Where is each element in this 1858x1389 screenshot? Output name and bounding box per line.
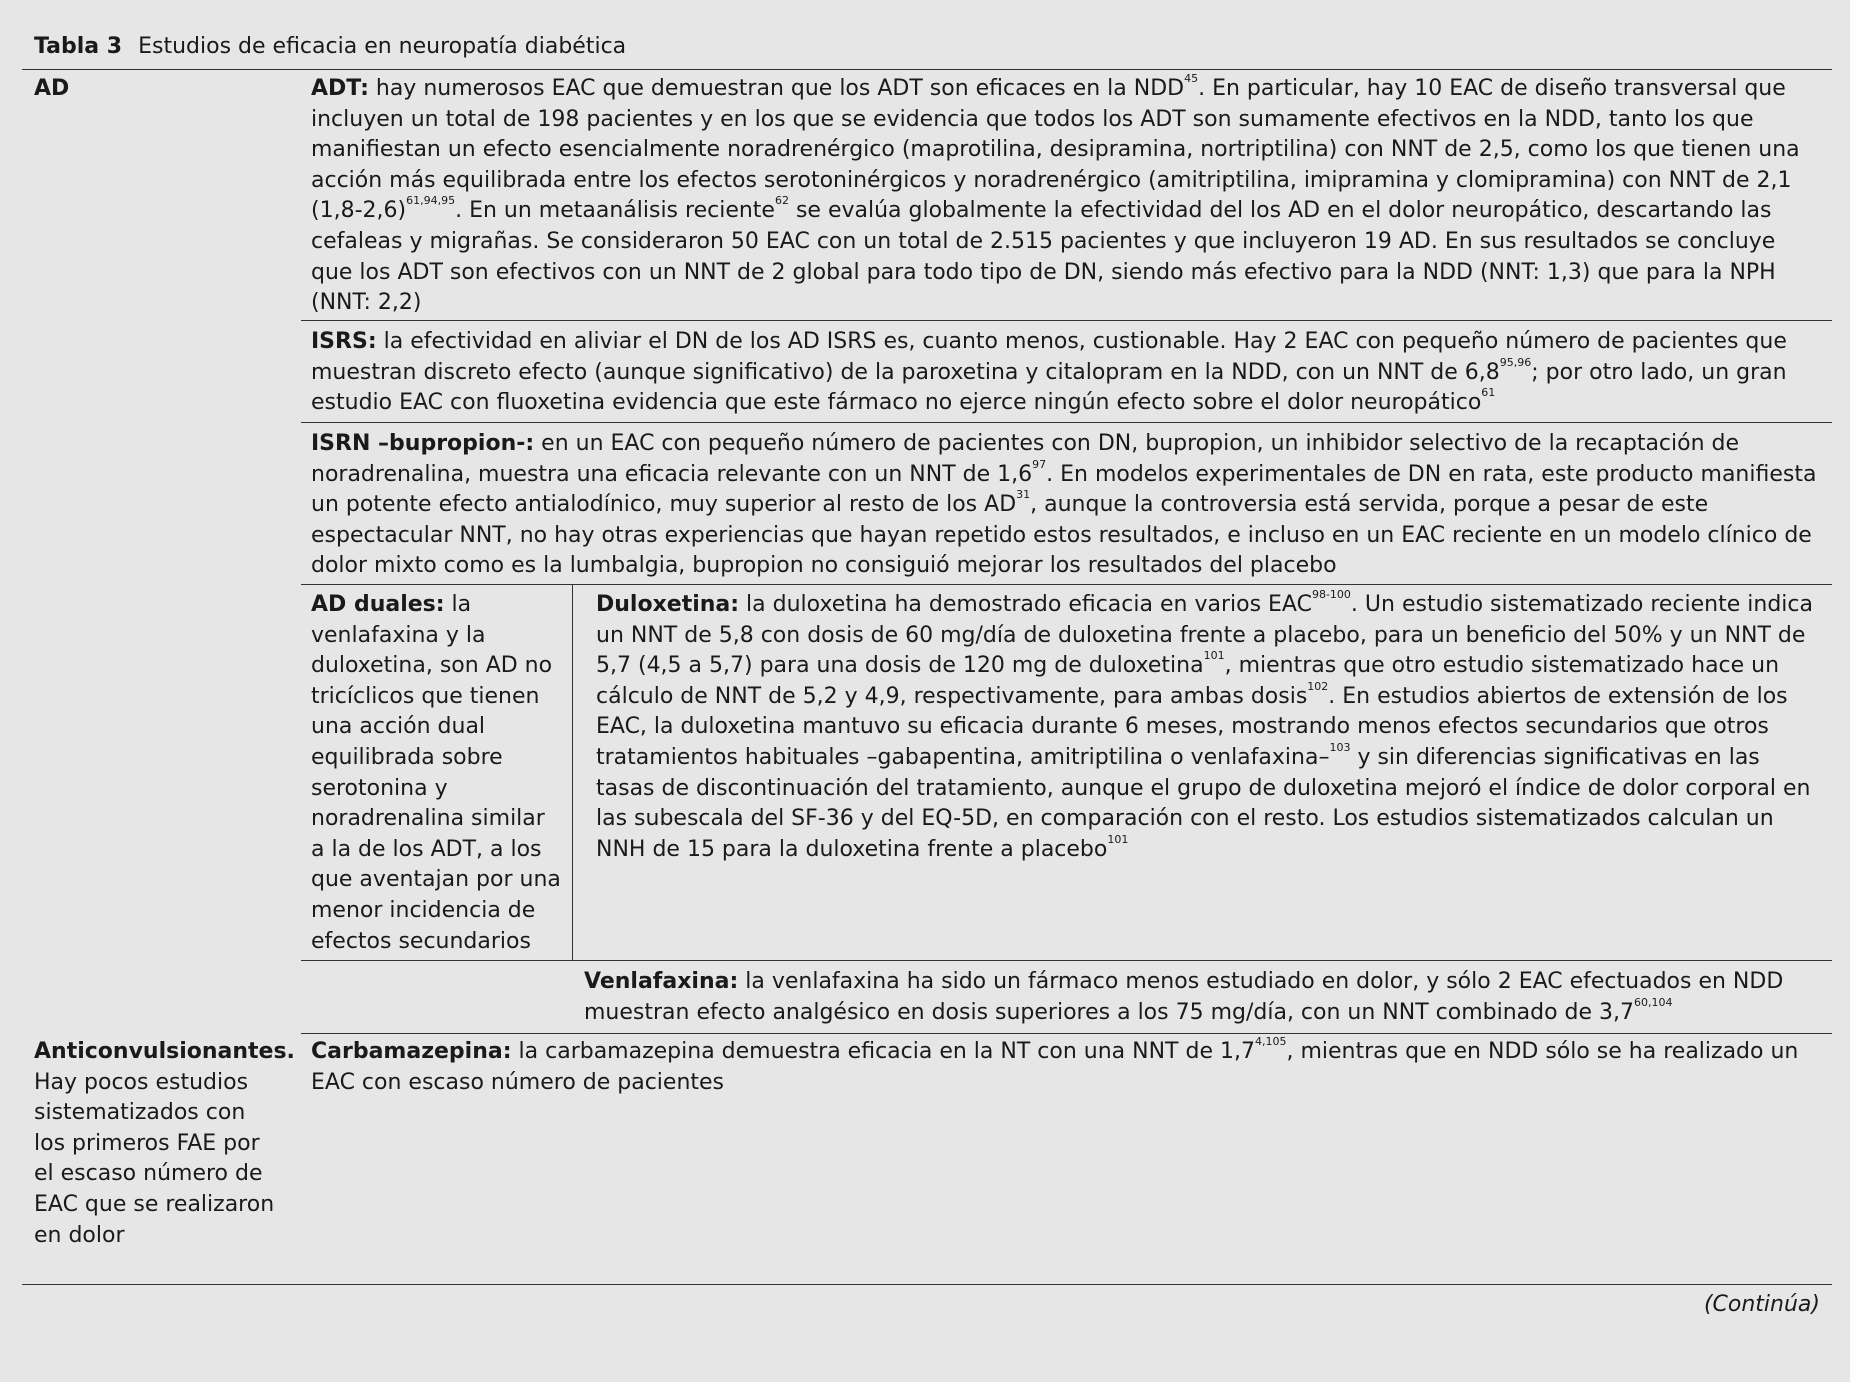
carbamazepina-label: Carbamazepina: [311,1039,512,1064]
column-divider [572,584,573,960]
row-divider [301,960,1832,961]
row-divider [301,1033,1832,1034]
venlafaxina-label: Venlafaxina: [584,969,739,994]
header-rule [22,69,1832,70]
cell-duloxetina: Duloxetina: la duloxetina ha demostrado eficacia en varios EAC$^{98-100}$. Un estudio sistematizado reciente indica un NNT de 5,8 con dosis de 60 mg/día de duloxetina frente a placebo, para un beneficio del 50% y un NNT de 5,7 (4,5 a 5,7) para una dosis de 120 mg de duloxetina$^{101}$, mientras que otro estudio sistematizado hace un cálculo de NNT de 5,2 y 4,9, respectivamente, para ambas dosis$^{102}$. En estudios abiertos de extensión de los EAC, la duloxetina mantuvo su eficacia durante 6 meses, mostrando menos efectos secundarios que otros tratamientos habituales –gabapentina, amitriptilina o venlafaxina–$^{103}$ y sin diferencias significativas en las tasas de discontinuación del tratamiento, aunque el grupo de duloxetina mejoró el índice de dolor corporal en las subescala del SF-36 y del EQ-5D, en comparación con el resto. Los estudios sistematizados calculan un NNH de 15 para la duloxetina frente a placebo$^{101}$ [596,588,1813,862]
anticonvulsionantes-label: Anticonvulsionantes. [34,1039,295,1064]
cell-ad-duales: AD duales: la venlafaxina y la duloxetina, son AD no tricíclicos que tienen una acción dual equilibrada sobre serotonina y noradrenalina similar a la de los ADT, a los que aventajan por una menor incidencia de efectos secundarios [311,592,561,954]
table-title: Estudios de eficacia en neuropatía diabética [138,34,627,59]
row-divider [301,584,1832,585]
row-divider [301,320,1832,321]
isrn-label: ISRN –bupropion-: [311,431,535,456]
duloxetina-label: Duloxetina: [596,592,740,617]
row-label-ad: AD [34,76,70,101]
row-divider [301,422,1832,423]
cell-isrs: ISRS: la efectividad en aliviar el DN de los AD ISRS es, cuanto menos, custionable. Hay 2 EAC con pequeño número de pacientes que muestran discreto efecto (aunque significativo) de la paroxetina y citalopram en la NDD, con un NNT de 6,8$^{95,96}$; por otro lado, un gran estudio EAC con fluoxetina evidencia que este fármaco no ejerce ningún efecto sobre el dolor neuropático$^{61}$ [311,329,1787,416]
table-bottom-rule [22,1284,1832,1285]
cell-carbamazepina: Carbamazepina: la carbamazepina demuestra eficacia en la NT con una NNT de 1,7$^{4,105}$, mientras que en NDD sólo se ha realizado un EAC con escaso número de pacientes [311,1035,1799,1095]
cell-adt: ADT: hay numerosos EAC que demuestran que los ADT son eficaces en la NDD$^{45}$. En particular, hay 10 EAC de diseño transversal que incluyen un total de 198 pacientes y en los que se evidencia que todos los ADT son sumamente efectivos en la NDD, tanto los que manifiestan un efecto esencialmente noradrenérgico (maprotilina, desipramina, nortriptilina) con NNT de 2,5, como los que tienen una acción más equilibrada entre los efectos serotoninérgicos y noradrenérgico (amitriptilina, imipramina y clomipramina) con NNT de 2,1 $(1,8-2,6)^{61,94,95}$. En un metaanálisis reciente$^{62}$ se evalúa globalmente la efectividad del los AD en el dolor neuropático, descartando las cefaleas y migrañas. Se consideraron 50 EAC con un total de 2.515 pacientes y que incluyeron 19 AD. En sus resultados se concluye que los ADT son efectivos con un NNT de 2 global para todo tipo de DN, siendo más efectivo para la NDD (NNT: 1,3) que para la NPH (NNT: 2,2) [311,72,1800,316]
isrs-label: ISRS: [311,329,377,354]
table-number: Tabla 3 [34,34,123,59]
continues-note: (Continúa) [1703,1292,1820,1317]
table-caption [34,32,626,62]
adt-label: ADT: [311,76,369,101]
cell-venlafaxina: Venlafaxina: la venlafaxina ha sido un fármaco menos estudiado en dolor, y sólo 2 EAC efectuados en NDD muestran efecto analgésico en dosis superiores a los 75 mg/día, con un NNT combinado de 3,7$^{60,104}$ [584,969,1784,1025]
duales-label: AD duales: [311,592,445,617]
row-label-anticonvulsionantes: Anticonvulsionantes. Hay pocos estudios sistematizados con los primeros FAE por el escaso número de EAC que se realizaron en dolor [34,1039,295,1248]
cell-isrn: ISRN –bupropion-: en un EAC con pequeño número de pacientes con DN, bupropion, un inhibidor selectivo de la recaptación de noradrenalina, muestra una eficacia relevante con un NNT de $1,6^{97}$. En modelos experimentales de DN en rata, este producto manifiesta un potente efecto antialodínico, muy superior al resto de los AD$^{31}$, aunque la controversia está servida, porque a pesar de este espectacular NNT, no hay otras experiencias que hayan repetido estos resultados, e incluso en un EAC reciente en un modelo clínico de dolor mixto como es la lumbalgia, bupropion no consiguió mejorar los resultados del placebo [311,431,1817,579]
